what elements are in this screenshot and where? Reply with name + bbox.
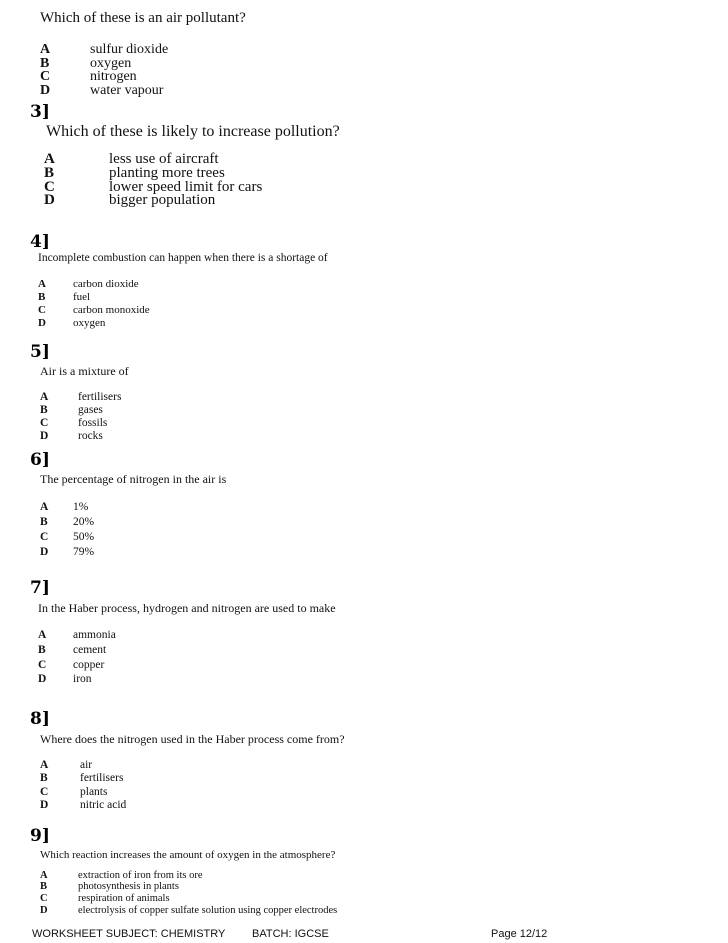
- question-number: 3]: [30, 102, 50, 122]
- question-number: 6]: [30, 450, 50, 470]
- question-number: 4]: [30, 232, 50, 252]
- option-letter: C: [40, 417, 49, 429]
- option-letter: D: [40, 905, 48, 916]
- option-letter: D: [40, 83, 51, 98]
- option-letter: B: [38, 644, 46, 656]
- option-letter: D: [40, 430, 49, 442]
- option-text: carbon monoxide: [73, 304, 150, 316]
- option-text: gases: [78, 404, 103, 416]
- question-stem: The percentage of nitrogen in the air is: [40, 472, 227, 486]
- option-text: fertilisers: [78, 391, 122, 403]
- option-letter: B: [40, 772, 48, 784]
- option-letter: A: [40, 501, 49, 513]
- option-text: bigger population: [109, 192, 216, 208]
- option-letter: B: [40, 404, 48, 416]
- footer-page-number: Page 12/12: [491, 928, 548, 940]
- option-text: water vapour: [90, 83, 164, 98]
- option-letter: A: [40, 42, 51, 57]
- question-number: 9]: [30, 826, 50, 846]
- option-letter: D: [38, 673, 47, 685]
- option-letter: D: [38, 317, 46, 329]
- question-stem: Incomplete combustion can happen when there is a shortage of: [38, 252, 328, 264]
- option-letter: C: [38, 304, 46, 316]
- option-letter: B: [44, 165, 55, 181]
- option-text: ammonia: [73, 629, 116, 641]
- option-text: oxygen: [73, 317, 106, 329]
- option-letter: C: [40, 893, 48, 904]
- option-letter: D: [40, 799, 49, 811]
- option-text: 20%: [73, 516, 95, 528]
- option-text: oxygen: [90, 56, 132, 71]
- option-letter: B: [38, 291, 46, 303]
- option-text: iron: [73, 673, 92, 685]
- option-letter: A: [40, 759, 49, 771]
- question-stem: Air is a mixture of: [40, 364, 129, 378]
- option-text: planting more trees: [109, 165, 225, 181]
- option-letter: B: [40, 881, 48, 892]
- option-text: rocks: [78, 430, 103, 442]
- question-number: 7]: [30, 578, 50, 598]
- question-stem: Which of these is an air pollutant?: [40, 10, 246, 26]
- option-letter: A: [40, 870, 48, 881]
- option-text: cement: [73, 644, 107, 656]
- option-text: sulfur dioxide: [90, 42, 169, 57]
- option-letter: C: [40, 69, 51, 84]
- footer-batch: BATCH: IGCSE: [252, 928, 329, 940]
- option-text: photosynthesis in plants: [78, 881, 179, 892]
- option-text: carbon dioxide: [73, 278, 139, 290]
- option-text: nitric acid: [80, 799, 127, 811]
- option-text: fossils: [78, 417, 108, 429]
- option-letter: B: [40, 56, 50, 71]
- option-text: nitrogen: [90, 69, 137, 84]
- option-text: lower speed limit for cars: [109, 179, 263, 195]
- option-text: plants: [80, 786, 108, 798]
- option-letter: A: [40, 391, 49, 403]
- option-text: air: [80, 759, 93, 771]
- option-letter: C: [38, 659, 47, 671]
- option-letter: A: [44, 151, 55, 167]
- option-text: fuel: [73, 291, 91, 303]
- option-text: copper: [73, 659, 105, 671]
- option-letter: A: [38, 629, 47, 641]
- footer-subject: WORKSHEET SUBJECT: CHEMISTRY: [32, 928, 226, 940]
- option-text: fertilisers: [80, 772, 124, 784]
- option-text: less use of aircraft: [109, 151, 219, 167]
- option-text: respiration of animals: [78, 893, 170, 904]
- option-text: extraction of iron from its ore: [78, 870, 203, 881]
- question-number: 8]: [30, 709, 50, 729]
- question-stem: Which of these is likely to increase pollution?: [46, 123, 340, 140]
- option-letter: D: [40, 546, 49, 558]
- option-letter: B: [40, 516, 48, 528]
- question-stem: In the Haber process, hydrogen and nitrogen are used to make: [38, 601, 336, 615]
- question-stem: Where does the nitrogen used in the Haber process come from?: [40, 732, 345, 746]
- option-letter: C: [44, 179, 55, 195]
- option-text: electrolysis of copper sulfate solution using copper electrodes: [78, 905, 338, 916]
- question-number: 5]: [30, 342, 50, 362]
- option-letter: A: [38, 278, 46, 290]
- option-letter: C: [40, 531, 49, 543]
- option-letter: C: [40, 786, 49, 798]
- option-text: 50%: [73, 531, 95, 543]
- question-stem: Which reaction increases the amount of oxygen in the atmosphere?: [40, 849, 336, 861]
- option-text: 1%: [73, 501, 89, 513]
- option-letter: D: [44, 192, 55, 208]
- option-text: 79%: [73, 546, 95, 558]
